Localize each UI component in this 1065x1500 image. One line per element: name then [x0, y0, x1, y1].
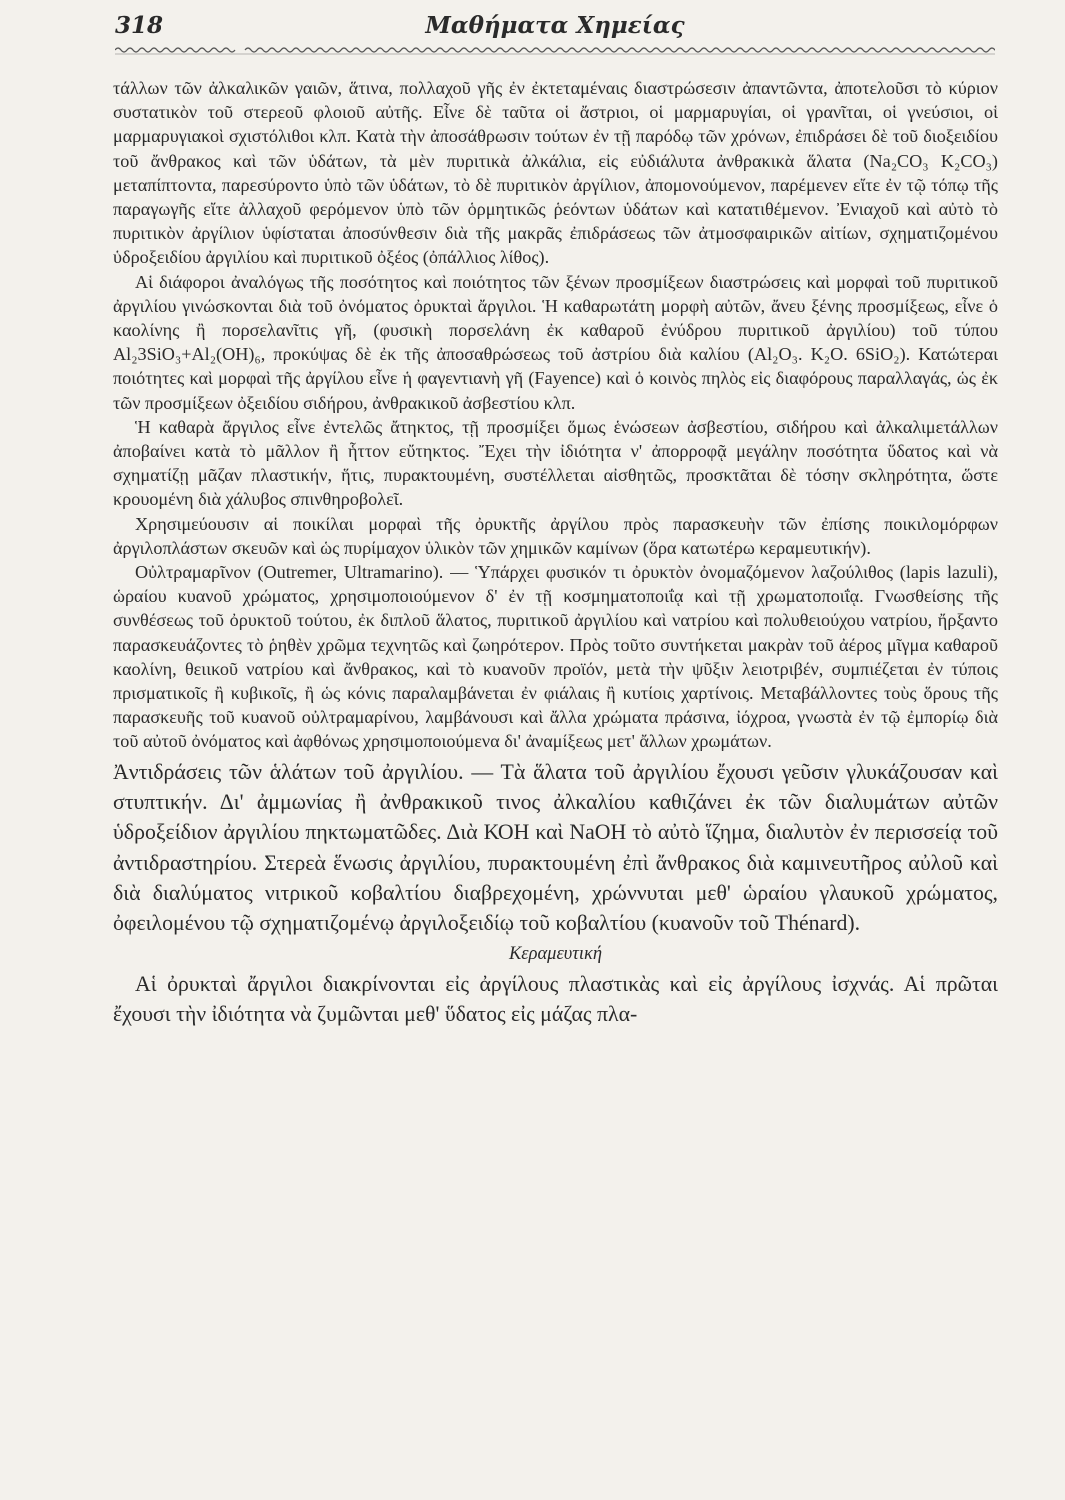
page-body	[113, 76, 998, 1029]
page-header	[115, 12, 995, 44]
page-number: 318	[115, 12, 164, 39]
header-ornamental-rule	[115, 44, 995, 56]
paragraph-ceramics: Αἱ ὀρυκταὶ ἄργιλοι διακρίνονται εἰς ἀργίλους πλαστικὰς καὶ εἰς ἀργίλους ἰσχνάς. Αἱ πρῶται ἔχουσι τὴν ἰδιότητα νὰ ζυμῶνται μεθ' ὕδατος εἰς μάζας πλα-	[113, 971, 998, 1026]
paragraph-2: Αἱ διάφοροι ἀναλόγως τῆς ποσότητος καὶ ποιότητος τῶν ξένων προσμίξεων διαστρώσεις καὶ μορφαὶ τοῦ πυριτικοῦ ἀργιλίου γινώσκονται διὰ τοῦ ὀνόματος ὀρυκταὶ ἄργιλοι. Ἡ καθαρωτάτη μορφὴ αὐτῶν, ἄνευ ξένης προσμίξεως, εἶνε ὁ καολίνης ἢ πορσελανῖτις γῆ, (φυσικὴ πορσελάνη ἐκ καθαροῦ ἐνύδρου πυριτικοῦ ἀργιλίου) τοῦ τύπου Al₂3SiO₃+Al₂(OH)₆, προκύψας δὲ ἐκ τῆς ἀποσαθρώσεως τοῦ ἀστρίου διὰ καλίου (Al₂O₃. K₂O. 6SiO₂). Κατώτεραι ποιότητες καὶ μορφαὶ τῆς ἀργίλου εἶνε ἡ φαγεντιανὴ γῆ (Fayence) καὶ ὁ κοινὸς πηλὸς εἰς διαφόρους παραλλαγάς, ὡς ἐκ τῶν προσμίξεων ὀξειδίου σιδήρου, ἀνθρακικοῦ ἀσβεστίου κλπ.	[113, 271, 998, 413]
running-title: Μαθήματα Χημείας	[425, 12, 685, 39]
paragraph-aluminium-reactions: Ἀντιδράσεις τῶν ἁλάτων τοῦ ἀργιλίου. — Τὰ ἅλατα τοῦ ἀργιλίου ἔχουσι γεῦσιν γλυκάζουσαν καὶ στυπτικήν. Δι' ἀμμωνίας ἢ ἀνθρακικοῦ τινος ἀλκαλίου καθιζάνει ἐκ τῶν διαλυμάτων αὐτῶν ὑδροξείδιον ἀργιλίου πηκτωματῶδες. Διὰ ΚΟΗ καὶ NaOH τὸ αὐτὸ ἵζημα, διαλυτὸν ἐν περισσείᾳ τοῦ ἀντιδραστηρίου. Στερεὰ ἕνωσις ἀργιλίου, πυρακτουμένη ἐπὶ ἄνθρακος διὰ καμινευτῆρος αὐλοῦ καὶ διὰ διαλύματος νιτρικοῦ κοβαλτίου διαβρεχομένη, χρώννυται μεθ' ὡραίου γλαυκοῦ χρώματος, ὀφειλομένου τῷ σχηματιζομένῳ ἀργιλοξειδίῳ τοῦ κοβαλτίου (κυανοῦν τοῦ Thénard).	[113, 759, 998, 936]
paragraph-4: Χρησιμεύουσιν αἱ ποικίλαι μορφαὶ τῆς ὀρυκτῆς ἀργίλου πρὸς παρασκευὴν τῶν ἐπίσης ποικιλομόρφων ἀργιλοπλάστων σκευῶν καὶ ὡς πυρίμαχον ὑλικὸν τῶν χημικῶν καμίνων (ὅρα κατωτέρω κεραμευτικήν).	[113, 513, 998, 558]
paragraph-3: Ἡ καθαρὰ ἄργιλος εἶνε ἐντελῶς ἄτηκτος, τῇ προσμίξει ὅμως ἑνώσεων ἀσβεστίου, σιδήρου καὶ ἀλκαλιμετάλλων ἀποβαίνει κατὰ τὸ μᾶλλον ἢ ἧττον εὔτηκτος. Ἔχει τὴν ἰδιότητα ν' ἀπορροφᾷ μεγάλην ποσότητα ὕδατος καὶ νὰ σχηματίζῃ μᾶζαν πλαστικήν, ἥτις, πυρακτουμένη, συστέλλεται αἰσθητῶς, προσκτᾶται δὲ τόσην σκληρότητα, ὥστε κρουομένη διὰ χάλυβος σπινθηροβολεῖ.	[113, 416, 998, 510]
paragraph-1: τάλλων τῶν ἀλκαλικῶν γαιῶν, ἅτινα, πολλαχοῦ γῆς ἐν ἐκτεταμέναις διαστρώσεσιν ἀπαντῶντα, ἀποτελοῦσι τὸ κύριον συστατικὸν τοῦ στερεοῦ φλοιοῦ αὐτῆς. Εἶνε δὲ ταῦτα οἱ ἄστριοι, οἱ μαρμαρυγίαι, οἱ γρανῖται, οἱ γνεύσιοι, οἱ μαρμαρυγιακοὶ σχιστόλιθοι κλπ. Κατὰ τὴν ἀποσάθρωσιν τούτων ἐν τῇ παρόδῳ τῶν χρόνων, ἐπιδράσει δὲ τοῦ διοξειδίου τοῦ ἄνθρακος καὶ τῶν ὑδάτων, τὰ μὲν πυριτικὰ ἀλκάλια, εἰς εὐδιάλυτα ἀνθρακικὰ ἅλατα (Na₂CO₃ K₂CO₃) μεταπίπτοντα, παρεσύροντο ὑπὸ τῶν ὑδάτων, τὸ δὲ πυριτικὸν ἀργίλιον, ἀπομονούμενον, παρέμενεν εἴτε ἐν τῷ τόπῳ τῆς παραγωγῆς εἴτε ἀλλαχοῦ φερόμενον ὑπὸ τῶν ὁρμητικῶς ῥεόντων ὑδάτων καὶ κατατιθέμενον. Ἐνιαχοῦ καὶ αὐτὸ τὸ πυριτικὸν ἀργίλιον ὑφίσταται ἀποσύνθεσιν διὰ τῆς μακρᾶς ἐπιδράσεως τῶν ἀτμοσφαιρικῶν αἰτίων, σχηματιζομένου ὑδροξειδίου ἀργιλίου καὶ πυριτικοῦ ὀξέος (ὀπάλλιος λίθος).	[113, 78, 998, 268]
paragraph-ultramarine: Οὐλτραμαρῖνον (Outremer, Ultramarino). — Ὑπάρχει φυσικόν τι ὀρυκτὸν ὀνομαζόμενον λαζούλιθος (lapis lazuli), ὡραίου κυανοῦ χρώματος, χρησιμοποιούμενον δ' ἐν τῇ κοσμηματοποιΐᾳ καὶ τῇ χρωματοποιΐᾳ. Γνωσθείσης τῆς συνθέσεως τοῦ ὀρυκτοῦ τούτου, ἐκ διπλοῦ ἅλατος, πυριτικοῦ ἀργιλίου καὶ νατρίου καὶ πολυθειούχου νατρίου, ἤρξαντο παρασκευάζοντες τὸ ῥηθὲν χρῶμα τεχνητῶς καὶ ζωηρότερον. Πρὸς τοῦτο συντήκεται μακρὰν τοῦ ἀέρος μῖγμα καθαροῦ καολίνη, θειικοῦ νατρίου καὶ ἄνθρακος, καὶ τὸ κυανοῦν προϊόν, μετὰ τὴν ψῦξιν λειοτριβέν, συμπιέζεται ἐν τύποις πρισματικοῖς ἢ κυβικοῖς, ἢ ὡς κόνις παραλαμβάνεται ἐν φιάλαις ἢ κυτίοις χαρτίνοις. Μεταβάλλοντες τοὺς ὅρους τῆς παρασκευῆς τοῦ κυανοῦ οὐλτραμαρίνου, λαμβάνουσι καὶ ἄλλα χρώματα πράσινα, ἰόχροα, γνωστὰ ἐν τῷ ἐμπορίῳ διὰ τοῦ αὐτοῦ ὀνόματος καὶ ἀφθόνως χρησιμοποιούμενα δι' ἀναμίξεως μετ' ἄλλων χρωμάτων.	[113, 562, 998, 752]
section-heading-ceramics: Κεραμευτική	[508, 944, 603, 965]
